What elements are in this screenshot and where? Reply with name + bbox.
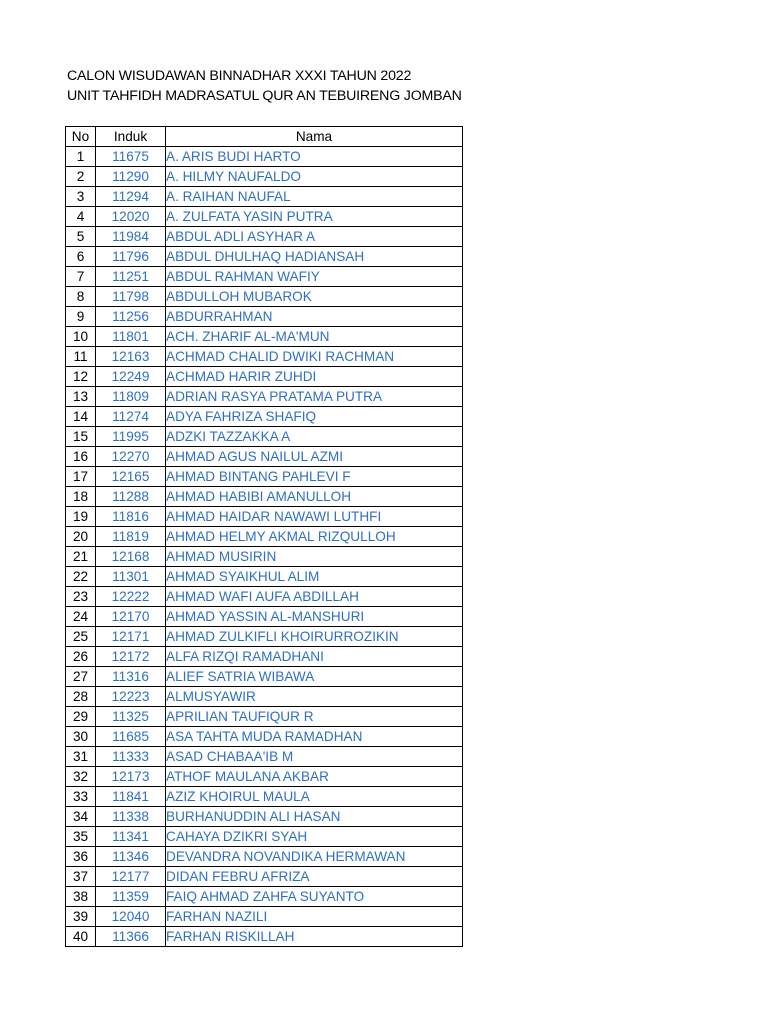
table-row — [66, 547, 463, 567]
row-number: 9 — [66, 307, 96, 327]
student-id: 12168 — [96, 547, 166, 567]
student-id: 12020 — [96, 207, 166, 227]
student-name: ABDUL RAHMAN WAFIY — [166, 267, 463, 287]
row-number: 2 — [66, 167, 96, 187]
student-name: CAHAYA DZIKRI SYAH — [166, 827, 463, 847]
row-number: 4 — [66, 207, 96, 227]
student-name: FARHAN NAZILI — [166, 907, 463, 927]
row-number: 25 — [66, 627, 96, 647]
student-id: 11984 — [96, 227, 166, 247]
row-number: 34 — [66, 807, 96, 827]
row-number: 39 — [66, 907, 96, 927]
student-name: AHMAD SYAIKHUL ALIM — [166, 567, 463, 587]
student-name: A. ARIS BUDI HARTO — [166, 147, 463, 167]
graduate-candidates-table — [65, 126, 463, 947]
student-name: ACHMAD HARIR ZUHDI — [166, 367, 463, 387]
table-row — [66, 347, 463, 367]
student-id: 11288 — [96, 487, 166, 507]
student-name: ACHMAD CHALID DWIKI RACHMAN — [166, 347, 463, 367]
student-name: AHMAD HELMY AKMAL RIZQULLOH — [166, 527, 463, 547]
student-name: ALIEF SATRIA WIBAWA — [166, 667, 463, 687]
table-row — [66, 447, 463, 467]
row-number: 35 — [66, 827, 96, 847]
table-row — [66, 247, 463, 267]
row-number: 20 — [66, 527, 96, 547]
row-number: 22 — [66, 567, 96, 587]
header-induk: Induk — [96, 127, 166, 147]
student-id: 12249 — [96, 367, 166, 387]
row-number: 30 — [66, 727, 96, 747]
table-row — [66, 507, 463, 527]
student-id: 11819 — [96, 527, 166, 547]
table-row — [66, 687, 463, 707]
row-number: 33 — [66, 787, 96, 807]
student-id: 11251 — [96, 267, 166, 287]
student-name: ATHOF MAULANA AKBAR — [166, 767, 463, 787]
table-row — [66, 627, 463, 647]
table-row — [66, 607, 463, 627]
table-row — [66, 147, 463, 167]
student-id: 11841 — [96, 787, 166, 807]
row-number: 19 — [66, 507, 96, 527]
student-id: 12040 — [96, 907, 166, 927]
row-number: 15 — [66, 427, 96, 447]
student-id: 11816 — [96, 507, 166, 527]
row-number: 29 — [66, 707, 96, 727]
table-row — [66, 667, 463, 687]
table-row — [66, 387, 463, 407]
student-name: A. ZULFATA YASIN PUTRA — [166, 207, 463, 227]
table-row — [66, 887, 463, 907]
student-id: 11341 — [96, 827, 166, 847]
table-row — [66, 707, 463, 727]
student-id: 11801 — [96, 327, 166, 347]
student-name: AHMAD MUSIRIN — [166, 547, 463, 567]
row-number: 32 — [66, 767, 96, 787]
table-row — [66, 267, 463, 287]
student-id: 12163 — [96, 347, 166, 367]
row-number: 5 — [66, 227, 96, 247]
header-nama: Nama — [166, 127, 463, 147]
student-id: 11675 — [96, 147, 166, 167]
table-row — [66, 187, 463, 207]
row-number: 27 — [66, 667, 96, 687]
table-body — [66, 147, 463, 947]
table-row — [66, 567, 463, 587]
row-number: 38 — [66, 887, 96, 907]
student-id: 12165 — [96, 467, 166, 487]
student-name: BURHANUDDIN ALI HASAN — [166, 807, 463, 827]
student-id: 12270 — [96, 447, 166, 467]
row-number: 14 — [66, 407, 96, 427]
document-title-block — [67, 66, 462, 106]
table-row — [66, 927, 463, 947]
student-id: 11685 — [96, 727, 166, 747]
row-number: 10 — [66, 327, 96, 347]
student-id: 11366 — [96, 927, 166, 947]
table-row — [66, 907, 463, 927]
student-id: 11338 — [96, 807, 166, 827]
student-name: ASAD CHABAA'IB M — [166, 747, 463, 767]
student-name: ADYA FAHRIZA SHAFIQ — [166, 407, 463, 427]
table-row — [66, 327, 463, 347]
row-number: 12 — [66, 367, 96, 387]
student-id: 11796 — [96, 247, 166, 267]
student-name: ABDUL ADLI ASYHAR A — [166, 227, 463, 247]
student-id: 12172 — [96, 647, 166, 667]
row-number: 18 — [66, 487, 96, 507]
row-number: 40 — [66, 927, 96, 947]
student-name: ACH. ZHARIF AL-MA'MUN — [166, 327, 463, 347]
row-number: 17 — [66, 467, 96, 487]
document-title: CALON WISUDAWAN BINNADHAR XXXI TAHUN 2022 — [67, 68, 412, 84]
table-row — [66, 307, 463, 327]
table-row — [66, 847, 463, 867]
row-number: 37 — [66, 867, 96, 887]
student-id: 12222 — [96, 587, 166, 607]
student-name: AHMAD HAIDAR NAWAWI LUTHFI — [166, 507, 463, 527]
row-number: 3 — [66, 187, 96, 207]
student-id: 12171 — [96, 627, 166, 647]
table-row — [66, 807, 463, 827]
table-row — [66, 747, 463, 767]
student-name: ASA TAHTA MUDA RAMADHAN — [166, 727, 463, 747]
table-row — [66, 467, 463, 487]
student-name: ALFA RIZQI RAMADHANI — [166, 647, 463, 667]
table-row — [66, 787, 463, 807]
row-number: 11 — [66, 347, 96, 367]
student-id: 12223 — [96, 687, 166, 707]
student-name: AHMAD YASSIN AL-MANSHURI — [166, 607, 463, 627]
table-row — [66, 427, 463, 447]
student-id: 12177 — [96, 867, 166, 887]
row-number: 1 — [66, 147, 96, 167]
student-id: 11290 — [96, 167, 166, 187]
student-id: 11316 — [96, 667, 166, 687]
student-name: ABDUL DHULHAQ HADIANSAH — [166, 247, 463, 267]
table-row — [66, 487, 463, 507]
table-row — [66, 727, 463, 747]
table-row — [66, 527, 463, 547]
student-id: 11325 — [96, 707, 166, 727]
table-row — [66, 587, 463, 607]
student-name: APRILIAN TAUFIQUR R — [166, 707, 463, 727]
row-number: 24 — [66, 607, 96, 627]
table-row — [66, 647, 463, 667]
row-number: 7 — [66, 267, 96, 287]
table-row — [66, 227, 463, 247]
student-id: 11359 — [96, 887, 166, 907]
student-name: AHMAD BINTANG PAHLEVI F — [166, 467, 463, 487]
student-name: ALMUSYAWIR — [166, 687, 463, 707]
table-row — [66, 827, 463, 847]
row-number: 21 — [66, 547, 96, 567]
student-id: 12170 — [96, 607, 166, 627]
header-no: No — [66, 127, 96, 147]
student-name: A. RAIHAN NAUFAL — [166, 187, 463, 207]
student-name: DIDAN FEBRU AFRIZA — [166, 867, 463, 887]
table-row — [66, 167, 463, 187]
row-number: 28 — [66, 687, 96, 707]
row-number: 13 — [66, 387, 96, 407]
student-name: ADRIAN RASYA PRATAMA PUTRA — [166, 387, 463, 407]
student-name: AHMAD AGUS NAILUL AZMI — [166, 447, 463, 467]
table-row — [66, 287, 463, 307]
student-id: 11294 — [96, 187, 166, 207]
student-name: AHMAD ZULKIFLI KHOIRURROZIKIN — [166, 627, 463, 647]
row-number: 26 — [66, 647, 96, 667]
student-name: AZIZ KHOIRUL MAULA — [166, 787, 463, 807]
student-id: 11256 — [96, 307, 166, 327]
student-name: ADZKI TAZZAKKA A — [166, 427, 463, 447]
row-number: 16 — [66, 447, 96, 467]
student-id: 11798 — [96, 287, 166, 307]
table-row — [66, 767, 463, 787]
table-row — [66, 407, 463, 427]
student-name: FAIQ AHMAD ZAHFA SUYANTO — [166, 887, 463, 907]
table-row — [66, 867, 463, 887]
student-name: ABDURRAHMAN — [166, 307, 463, 327]
student-id: 11274 — [96, 407, 166, 427]
student-name: A. HILMY NAUFALDO — [166, 167, 463, 187]
student-id: 11301 — [96, 567, 166, 587]
student-id: 12173 — [96, 767, 166, 787]
student-name: ABDULLOH MUBAROK — [166, 287, 463, 307]
row-number: 36 — [66, 847, 96, 867]
student-id: 11333 — [96, 747, 166, 767]
table-row — [66, 207, 463, 227]
document-subtitle: UNIT TAHFIDH MADRASATUL QUR AN TEBUIRENG JOMBAN — [67, 88, 462, 104]
row-number: 31 — [66, 747, 96, 767]
student-id: 11995 — [96, 427, 166, 447]
student-name: FARHAN RISKILLAH — [166, 927, 463, 947]
student-id: 11346 — [96, 847, 166, 867]
student-id: 11809 — [96, 387, 166, 407]
row-number: 6 — [66, 247, 96, 267]
student-name: AHMAD HABIBI AMANULLOH — [166, 487, 463, 507]
student-name: AHMAD WAFI AUFA ABDILLAH — [166, 587, 463, 607]
table-row — [66, 367, 463, 387]
table-header-row — [66, 127, 463, 147]
student-name: DEVANDRA NOVANDIKA HERMAWAN — [166, 847, 463, 867]
row-number: 8 — [66, 287, 96, 307]
row-number: 23 — [66, 587, 96, 607]
